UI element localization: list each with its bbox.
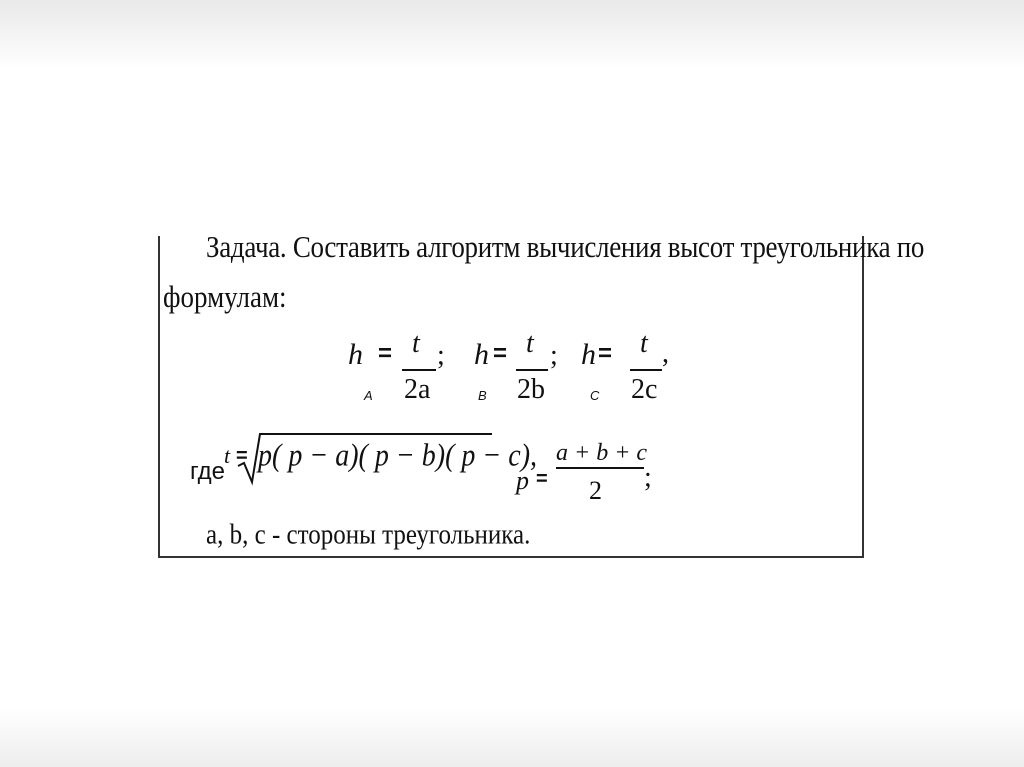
formula-h-b-num: t xyxy=(526,328,534,359)
formula-h-c-den: 2c xyxy=(631,374,658,405)
formula-h-a-h: h xyxy=(348,338,363,371)
formula-h-b-h: h xyxy=(474,338,489,371)
where-label: где xyxy=(190,458,226,485)
t-symbol: t xyxy=(224,443,231,468)
formula-h-c-end: , xyxy=(662,338,669,369)
top-shade xyxy=(0,0,1024,70)
sqrt-radicand: p( p − a)( p − b)( p − c), xyxy=(258,438,538,474)
formula-h-c-sub: C xyxy=(590,388,600,403)
formula-h-a-eq: = xyxy=(378,340,393,367)
formula-h-c-eq: = xyxy=(598,340,613,367)
formula-h-a-num: t xyxy=(412,328,420,359)
formula-h-c-h: h xyxy=(581,338,596,371)
p-eq: = xyxy=(536,468,548,490)
formula-h-c-bar xyxy=(630,369,662,371)
p-fraction-bar xyxy=(556,467,644,469)
formula-h-a-sub: A xyxy=(364,388,373,403)
formula-h-c-num: t xyxy=(640,328,648,359)
formula-h-a-bar xyxy=(402,369,436,371)
formula-h-b-sub: B xyxy=(478,388,487,403)
formula-h-b-den: 2b xyxy=(517,374,545,405)
p-symbol: p xyxy=(516,466,529,495)
p-denominator: 2 xyxy=(589,476,602,505)
t-eq: = xyxy=(236,445,248,467)
task-statement-continued: формулам: xyxy=(163,280,287,314)
bottom-shade xyxy=(0,707,1024,767)
p-end: ; xyxy=(644,462,652,493)
formula-h-a-end: ; xyxy=(437,340,445,371)
task-statement: Задача. Составить алгоритм вычисления высот треугольника по xyxy=(206,230,925,264)
sides-note: a, b, c - стороны треугольника. xyxy=(206,520,531,551)
formula-h-b-end: ; xyxy=(550,340,558,371)
formula-h-a-den: 2a xyxy=(404,374,431,405)
formula-h-b-eq: = xyxy=(493,340,508,367)
formula-h-b-bar xyxy=(516,369,548,371)
p-numerator: a + b + c xyxy=(556,440,648,466)
